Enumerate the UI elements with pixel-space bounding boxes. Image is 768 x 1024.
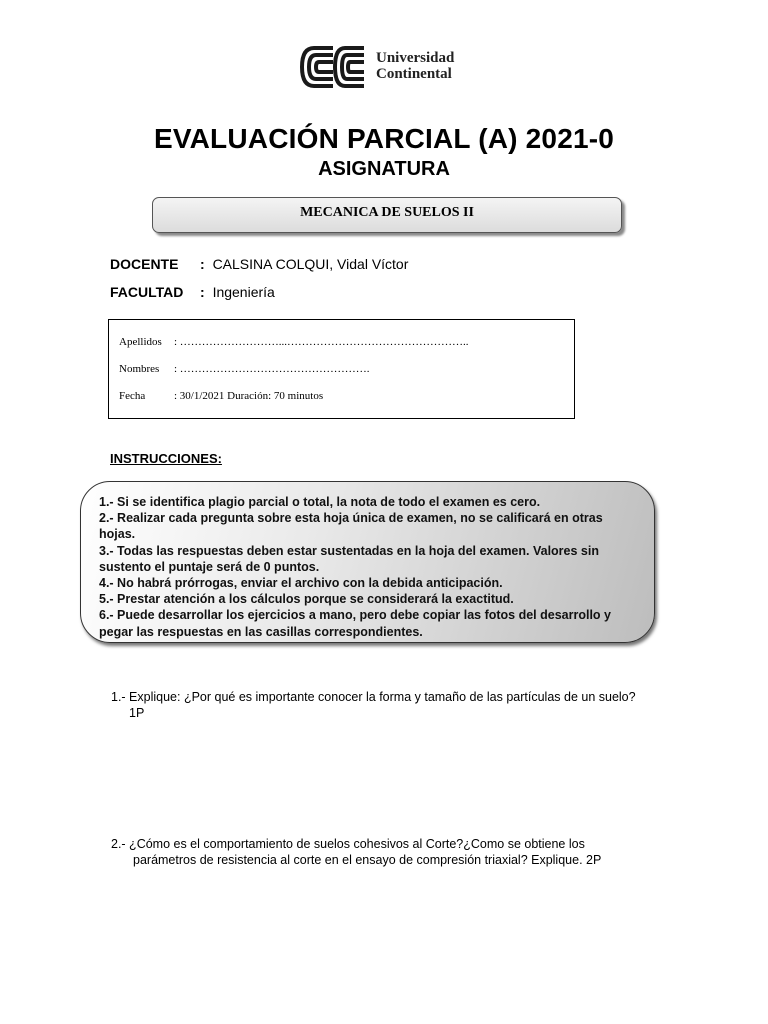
instruction-line: 3.- Todas las respuestas deben estar sustentadas en la hoja del examen. Valores sin bbox=[99, 543, 599, 558]
instruction-line: sustento el puntaje será de 0 puntos. bbox=[99, 559, 320, 574]
instruction-line: 6.- Puede desarrollar los ejercicios a mano, pero debe copiar las fotos del desarrollo y bbox=[99, 608, 611, 623]
course-name-box: MECANICA DE SUELOS II bbox=[152, 197, 622, 233]
question-2-text-cont: parámetros de resistencia al corte en el ensayo de compresión triaxial? Explique. 2P bbox=[133, 853, 602, 867]
instruction-line: 4.- No habrá prórrogas, enviar el archivo con la debida anticipación. bbox=[99, 576, 503, 591]
instructions-box bbox=[80, 481, 655, 643]
question-1-text: 1.- Explique: ¿Por qué es importante conocer la forma y tamaño de las partículas de un suelo? bbox=[111, 690, 636, 704]
facultad-value: Ingeniería bbox=[212, 284, 275, 300]
facultad-row: FACULTAD : Ingeniería bbox=[110, 284, 275, 300]
apellidos-row bbox=[119, 336, 469, 348]
university-name-line1: Universidad bbox=[376, 50, 455, 66]
docente-label: DOCENTE bbox=[110, 256, 179, 272]
question-1-points: 1P bbox=[129, 706, 145, 720]
university-logo bbox=[300, 46, 480, 90]
nombres-label: Nombres bbox=[119, 363, 160, 375]
continental-logo-icon bbox=[300, 46, 366, 88]
fecha-value: : 30/1/2021 Duración: 70 minutos bbox=[174, 390, 324, 402]
instructions-title: INSTRUCCIONES: bbox=[110, 451, 222, 466]
facultad-label: FACULTAD bbox=[110, 284, 184, 300]
docente-row: DOCENTE : CALSINA COLQUI, Vidal Víctor bbox=[110, 256, 409, 272]
apellidos-field[interactable]: : ………………………...………………………………………….. bbox=[174, 336, 469, 348]
apellidos-label: Apellidos bbox=[119, 336, 162, 348]
instruction-line: pegar las respuestas en las casillas correspondientes. bbox=[99, 624, 423, 639]
instruction-line: 2.- Realizar cada pregunta sobre esta hoja única de examen, no se calificará en otras hojas. bbox=[99, 511, 603, 542]
fecha-label: Fecha bbox=[119, 390, 146, 402]
nombres-row bbox=[119, 363, 370, 375]
exam-title: EVALUACIÓN PARCIAL (A) 2021-0 bbox=[153, 123, 615, 154]
instruction-line: 5.- Prestar atención a los cálculos porque se considerará la exactitud. bbox=[99, 592, 514, 607]
instruction-line: 1.- Si se identifica plagio parcial o total, la nota de todo el examen es cero. bbox=[99, 495, 541, 509]
fecha-row bbox=[119, 390, 323, 402]
exam-subtitle: ASIGNATURA bbox=[318, 158, 450, 180]
university-name-line2: Continental bbox=[376, 66, 452, 82]
docente-value: CALSINA COLQUI, Vidal Víctor bbox=[212, 256, 409, 272]
question-2-text: 2.- ¿Cómo es el comportamiento de suelos cohesivos al Corte?¿Como se obtiene los bbox=[111, 837, 585, 851]
nombres-field[interactable]: : ……………………………………………. bbox=[174, 363, 370, 375]
student-info-box bbox=[108, 319, 575, 419]
university-name bbox=[376, 50, 454, 82]
